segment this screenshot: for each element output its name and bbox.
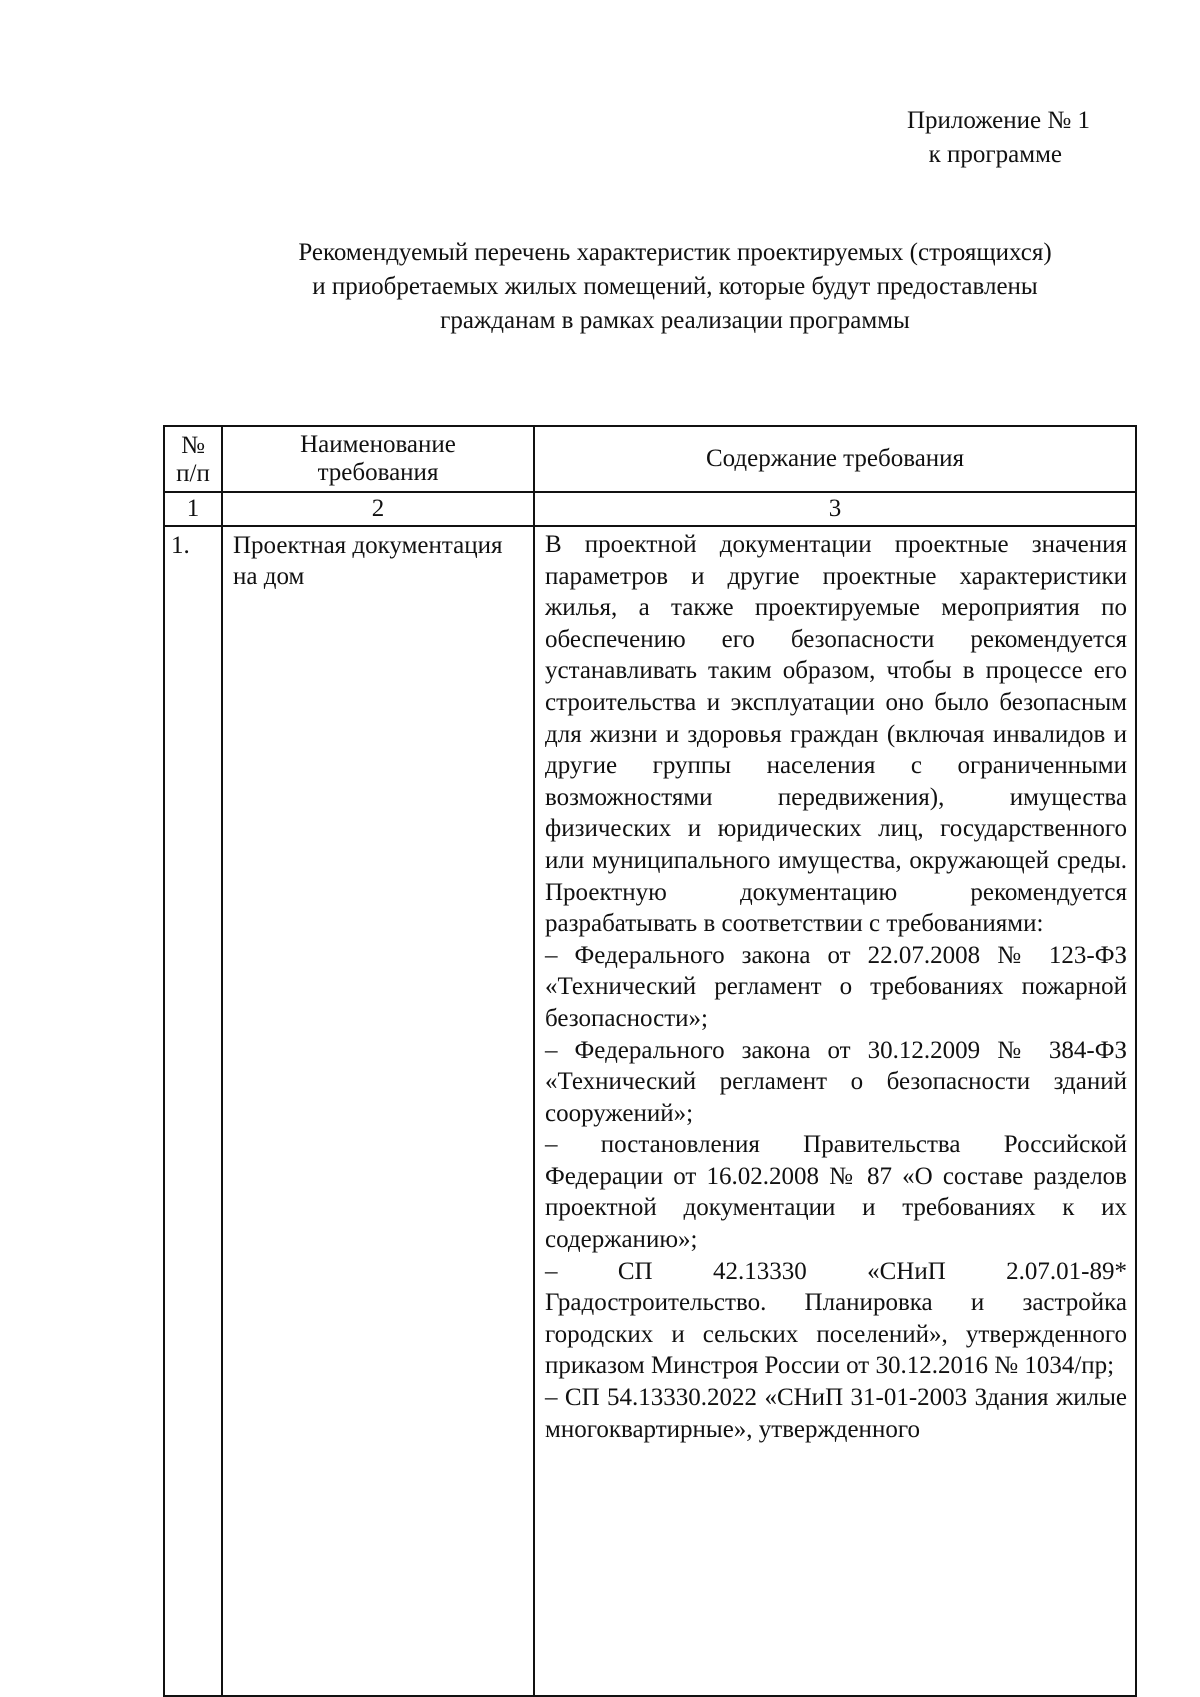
table-header-row [164, 426, 1136, 492]
list-item: – Федерального закона от 22.07.2008 № 123-ФЗ «Технический регламент о требованиях пожарной безопасности»; [545, 941, 1127, 1032]
list-item: – СП 42.13330 «СНиП 2.07.01-89* Градостроительство. Планировка и застройка городских и сельских поселений», утвержденного приказом Минстроя России от 30.12.2016 № 1034/пр; [545, 1257, 1127, 1380]
header-requirement-name: Наименование требования [222, 426, 534, 492]
index-col-2: 2 [222, 492, 534, 526]
list-item: – СП 54.13330.2022 «СНиП 31-01-2003 Здания жилые многоквартирные», утвержденного [545, 1384, 1127, 1443]
content-intro: В проектной документации проектные значения параметров и другие проектные характеристики жилья, а также проектируемые мероприятия по обеспечению его безопасности рекомендуется устанавливать таким образом, чтобы в процессе его строительства и эксплуатации оно было безопасным для жизни и здоровья граждан (включая инвалидов и другие группы населения с ограниченными возможностями передвижения), имущества физических и юридических лиц, государственного или муниципального имущества, окружающей среды. Проектную документацию рекомендуется разрабатывать в соответствии с требованиями: [545, 531, 1127, 938]
row-requirement-content [534, 526, 1136, 1696]
header-number: № п/п [164, 426, 222, 492]
appendix-label [790, 104, 1090, 172]
requirements-table [163, 425, 1137, 1697]
title-line-2: и приобретаемых жилых помещений, которые будут предоставлены [312, 273, 1038, 300]
appendix-number: Приложение № 1 [906, 107, 1090, 134]
table-index-row [164, 492, 1136, 526]
list-item: – Федерального закона от 30.12.2009 № 384-ФЗ «Технический регламент о безопасности зданий сооружений»; [545, 1036, 1127, 1127]
row-requirement-name: Проектная документация на дом [222, 526, 534, 1696]
title-line-1: Рекомендуемый перечень характеристик проектируемых (строящихся) [298, 239, 1052, 266]
header-requirement-content: Содержание требования [534, 426, 1136, 492]
title-line-3: гражданам в рамках реализации программы [440, 307, 910, 334]
index-col-1: 1 [164, 492, 222, 526]
document-title [215, 236, 1135, 338]
index-col-3: 3 [534, 492, 1136, 526]
list-item: – постановления Правительства Российской Федерации от 16.02.2008 № 87 «О составе разделов проектной документации и требованиях к их содержанию»; [545, 1131, 1127, 1254]
table-row [164, 526, 1136, 1696]
row-number: 1. [164, 526, 222, 1696]
appendix-reference: к программе [928, 141, 1062, 168]
